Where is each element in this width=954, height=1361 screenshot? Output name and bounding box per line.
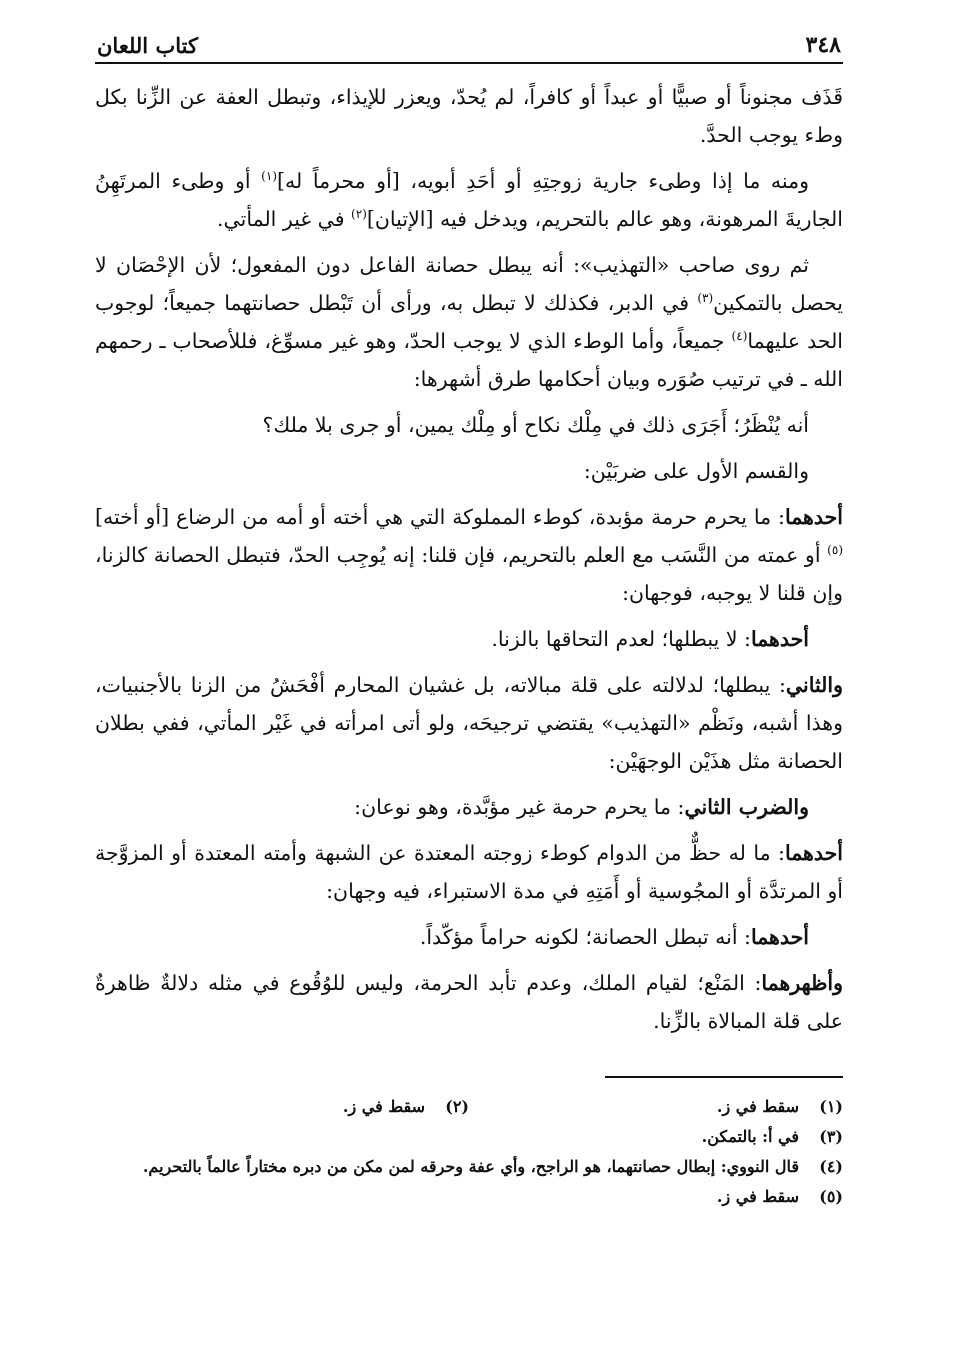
paragraph-text: والقسم الأول على ضربَيْن: (583, 459, 809, 483)
footnote-number: (١) (819, 1097, 843, 1116)
book-page (95, 22, 843, 1342)
main-text (95, 78, 843, 1040)
paragraph (95, 498, 843, 612)
bold-lead-term: أحدهما (750, 925, 809, 949)
footnote-text: سقط في ز. (716, 1187, 799, 1206)
paragraph-text: : ما يحرم حرمة غير مؤبَّدة، وهو نوعان: (354, 795, 685, 819)
bold-lead-term: أحدهما (784, 841, 843, 865)
footnote-number: (٢) (445, 1097, 469, 1116)
paragraph (95, 452, 843, 490)
footnote-number: (٤) (819, 1157, 843, 1176)
footnote-4 (95, 1152, 843, 1182)
paragraph-text: قَذَف مجنوناً أو صبيًّا أو عبداً أو كافراً، لم يُحدّ، ويعزر للإيذاء، وتبطل العفة عن الزِّنا بكل وطء يوجب الحدَّ. (95, 85, 843, 147)
footnote-1 (469, 1092, 843, 1122)
paragraph (95, 964, 843, 1040)
footnote-ref: (٥) (827, 543, 843, 558)
paragraph-text: جميعاً، وأما الوطء الذي لا يوجب الحدّ، وهو غير مسوِّغ، فللأصحاب ـ رحمهم الله ـ في ترتيب صُوَره وبيان أحكامها طرق أشهرها: (95, 329, 843, 391)
footnotes (95, 1092, 843, 1212)
footnote-number: (٥) (819, 1187, 843, 1206)
paragraph-text: ومنه ما إذا وطىء جارية زوجتِهِ أو أحَدِ أبويه، [أو محرماً له] (277, 169, 809, 193)
bold-lead-term: أحدهما (784, 505, 843, 529)
paragraph-text: : المَنْع؛ لقيام الملك، وعدم تأبد الحرمة، وليس للوُقُوع في مثله دلالةٌ ظاهرةٌ على قلة المبالاة بالزِّنا. (95, 971, 843, 1033)
footnote-row (95, 1092, 843, 1122)
paragraph (95, 246, 843, 398)
paragraph (95, 834, 843, 910)
footnote-text: قال النووي: إبطال حصانتهما، هو الراجح، وأي عفة وحرقه لمن مكن من دبره مختاراً عالماً بالتحريم. (142, 1157, 799, 1176)
footnote-5 (95, 1182, 843, 1212)
paragraph-text: : يبطلها؛ لدلالته على قلة مبالاته، بل غشيان المحارم أفْحَشُ من الزنا بالأجنبيات، وهذا أشبه، ونَظْم «التهذيب» يقتضي ترجيحَه، ولو أتى امرأته في غَيْر المأتي، ففي بطلان الحصانة مثل هذَيْن الوجهَيْن: (95, 673, 843, 773)
paragraph (95, 406, 843, 444)
paragraph-text: أو وطىء المرتَهِنُ الجاريةَ المرهونة، وهو عالم بالتحريم، ويدخل فيه [الإتيان] (95, 169, 843, 231)
paragraph (95, 78, 843, 154)
footnote-text: سقط في ز. (716, 1097, 799, 1116)
paragraph-text: : أنه تبطل الحصانة؛ لكونه حراماً مؤكّداً. (419, 925, 751, 949)
page-number: ٣٤٨ (805, 32, 841, 58)
paragraph (95, 918, 843, 956)
paragraph (95, 788, 843, 826)
paragraph (95, 162, 843, 238)
footnote-divider (605, 1076, 843, 1078)
footnote-text: في أ: بالتمكن. (701, 1127, 799, 1146)
paragraph-text: أو عمته من النَّسَب مع العلم بالتحريم، فإن قلنا: إنه يُوجِب الحدّ، فتبطل الحصانة كالزنا، وإن قلنا لا يوجبه، فوجهان: (95, 543, 843, 605)
paragraph-text: في غير المأتي. (217, 207, 352, 231)
footnote-ref: (٤) (731, 329, 748, 344)
paragraph (95, 620, 843, 658)
bold-lead-term: والثاني (785, 673, 843, 697)
paragraph-text: أنه يُنْظَرُ؛ أَجَرَى ذلك في مِلْك نكاح أو مِلْك يمين، أو جرى بلا ملك؟ (262, 413, 809, 437)
bold-lead-term: أحدهما (750, 627, 809, 651)
page-header (95, 22, 843, 64)
footnote-ref: (٣) (697, 291, 714, 306)
footnote-3 (95, 1122, 843, 1152)
book-title: كتاب اللعان (97, 33, 198, 58)
bold-lead-term: والضرب الثاني (684, 795, 809, 819)
paragraph-text: : ما يحرم حرمة مؤبدة، كوطء المملوكة التي هي أخته أو أمه من الرضاع [أو أخته] (95, 505, 785, 529)
footnote-number: (٣) (819, 1127, 843, 1146)
paragraph (95, 666, 843, 780)
footnote-2 (95, 1092, 469, 1122)
paragraph-text: : لا يبطلها؛ لعدم التحاقها بالزنا. (491, 627, 751, 651)
footnote-ref: (١) (261, 169, 277, 184)
paragraph-text: : ما له حظٌّ من الدوام كوطء زوجته المعتدة عن الشبهة وأمته المعتدة أو المزوَّجة أو المرتدَّة أو المجُوسية أو أَمَتِهِ في مدة الاستبراء، فيه وجهان: (95, 841, 843, 903)
bold-lead-term: وأظهرهما (761, 971, 843, 995)
paragraph-text: في الدبر، فكذلك لا تبطل به، ورأى أن تَبْطل حصانتهما جميعاً؛ لوجوب الحد عليهما (95, 291, 844, 353)
paragraph-text: ثم روى صاحب «التهذيب»: أنه يبطل حصانة الفاعل دون المفعول؛ لأن الإحْصَان لا يحصل بالتمكين (95, 253, 843, 315)
footnote-text: سقط في ز. (342, 1097, 425, 1116)
footnote-ref: (٢) (351, 207, 367, 222)
